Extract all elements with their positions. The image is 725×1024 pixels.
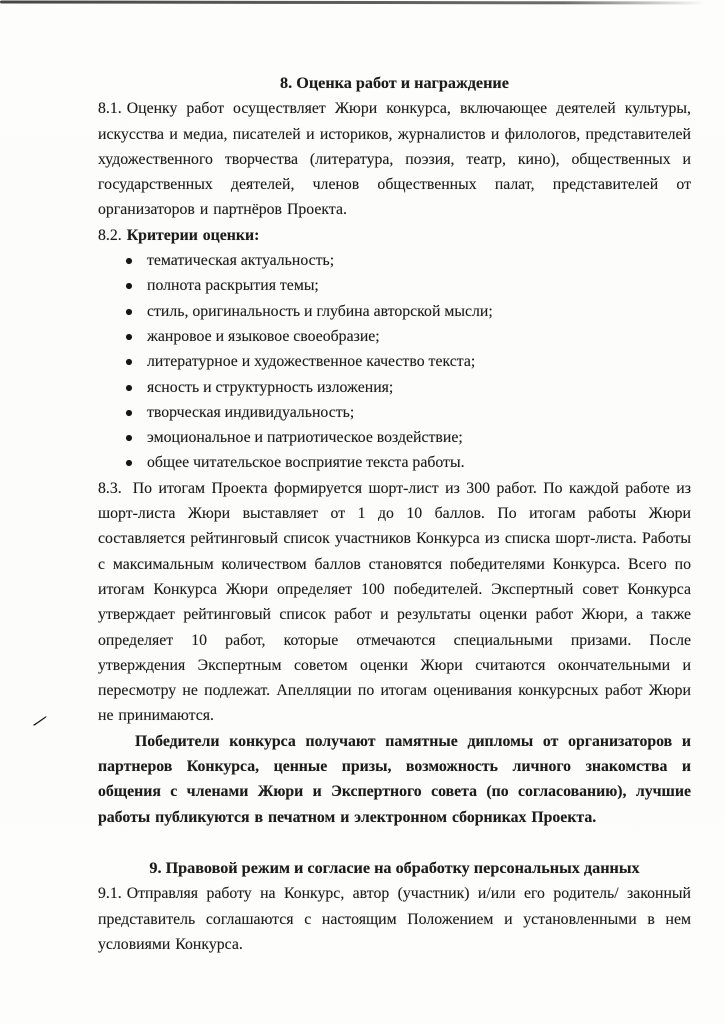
- clause-9-1: [98, 881, 691, 957]
- clause-8-1-number: 8.1.: [98, 100, 122, 118]
- clause-8-2-number: 8.2.: [98, 226, 122, 244]
- criteria-list: [98, 248, 691, 476]
- list-item: [98, 425, 691, 450]
- bullet-icon: [126, 385, 132, 391]
- list-item-text: литературное и художественное качество текста;: [147, 353, 476, 371]
- clause-8-3: [98, 476, 691, 729]
- winners-paragraph: Победители конкурса получают памятные дипломы от организаторов и партнеров Конкурса, ценные призы, возможность личного знакомства и общения с членами Жюри и Экспертного совета (по согласованию), лучшие работы публикуются в печатном и электронном сборниках Проекта.: [98, 732, 691, 826]
- list-item-text: творческая индивидуальность;: [147, 403, 355, 421]
- list-item: [98, 450, 691, 475]
- clause-8-1-text: Оценку работ осуществляет Жюри конкурса, включающее деятелей культуры, искусства и медиа, писателей и историков, журналистов и филологов, представителей художественного творчества (литература, поэзия, театр, кино), общественных и государственных деятелей, членов общественных палат, представителей от организаторов и партнёров Проекта.: [98, 100, 691, 219]
- list-item: [98, 375, 691, 400]
- list-item: [98, 248, 691, 273]
- clause-8-2-label: Критерии оценки:: [126, 226, 260, 244]
- list-item-text: ясность и структурность изложения;: [147, 378, 394, 396]
- bullet-icon: [126, 359, 132, 365]
- clause-8-3-number: 8.3.: [98, 479, 122, 497]
- list-item-text: эмоциональное и патриотическое воздействие;: [147, 429, 463, 447]
- document-content: [98, 71, 691, 957]
- bullet-icon: [126, 460, 132, 466]
- section-8-heading: 8. Оценка работ и награждение: [280, 74, 509, 92]
- list-item-text: стиль, оригинальность и глубина авторской мысли;: [147, 302, 493, 320]
- bullet-icon: [126, 435, 132, 441]
- section-9-heading: 9. Правовой режим и согласие на обработку персональных данных: [149, 858, 640, 877]
- clause-8-1: [98, 96, 691, 222]
- list-item-text: жанровое и языковое своеобразие;: [147, 327, 380, 345]
- list-item: [98, 324, 691, 349]
- bullet-icon: [126, 309, 132, 315]
- scan-artifact-line: [0, 1, 705, 5]
- pen-mark-icon: [31, 712, 51, 728]
- list-item: [98, 349, 691, 374]
- clause-9-1-text: Отправляя работу на Конкурс, автор (участник) и/или его родитель/ законный представитель соглашаются с настоящим Положением и установленными в нем условиями Конкурса.: [98, 885, 691, 953]
- list-item: [98, 299, 691, 324]
- bullet-icon: [126, 258, 132, 264]
- clause-9-1-number: 9.1.: [98, 885, 122, 903]
- list-item-text: тематическая актуальность;: [147, 252, 335, 270]
- list-item-text: полнота раскрытия темы;: [147, 277, 319, 295]
- bullet-icon: [126, 334, 132, 340]
- bullet-icon: [126, 283, 132, 289]
- clause-8-3-text: По итогам Проекта формируется шорт-лист из 300 работ. По каждой работе из шорт-листа Жюри выставляет от 1 до 10 баллов. По итогам работы Жюри составляется рейтинговый список участников Конкурса из списка шорт-листа. Работы с максимальным количеством баллов становятся победителями Конкурса. Всего по итогам Конкурса Жюри определяет 100 победителей. Экспертный совет Конкурса утверждает рейтинговый список работ и результаты оценки работ Жюри, а также определяет 10 работ, которые отмечаются специальными призами. После утверждения Экспертным советом оценки Жюри считаются окончательными и пересмотру не подлежат. Апелляции по итогам оценивания конкурсных работ Жюри не принимаются.: [98, 479, 691, 725]
- bullet-icon: [126, 410, 132, 416]
- list-item: [98, 400, 691, 425]
- list-item-text: общее читательское восприятие текста работы.: [147, 454, 465, 472]
- list-item: [98, 273, 691, 298]
- clause-8-2: [98, 223, 691, 248]
